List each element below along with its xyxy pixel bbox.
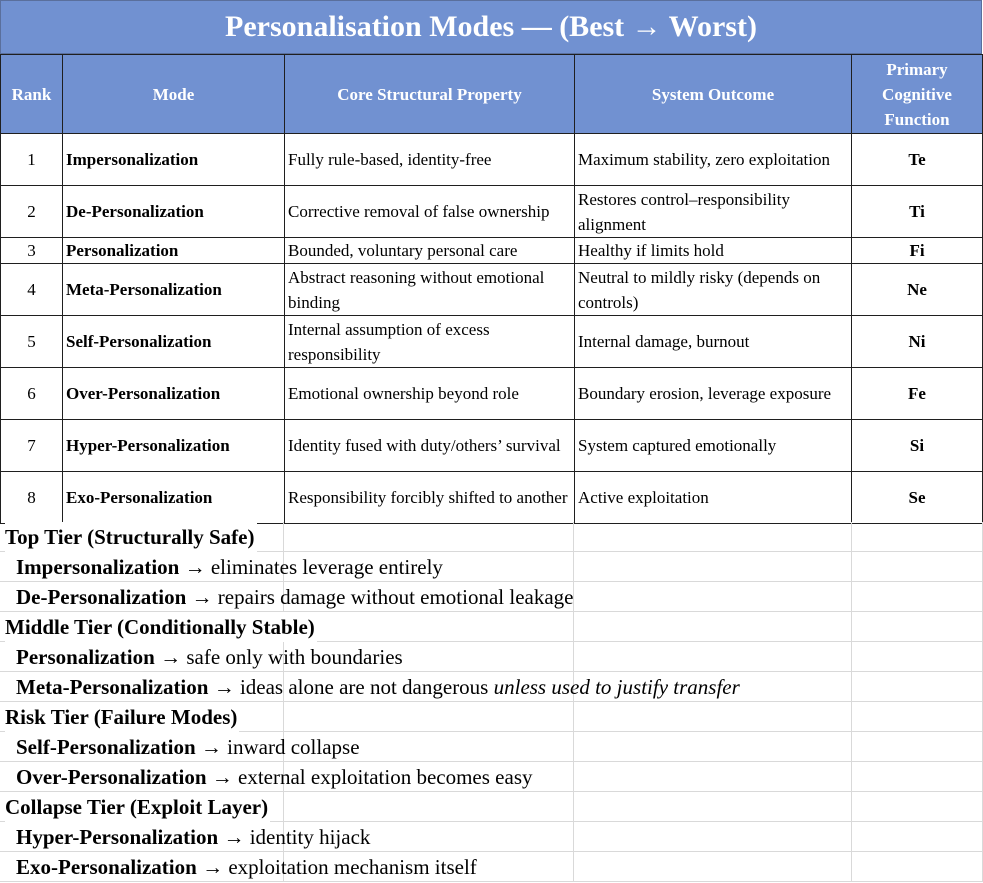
tier-item-mode: Personalization [16,645,155,669]
function-cell: Fi [852,238,983,264]
mode-cell: Self-Personalization [63,316,285,368]
tier-item-row [0,852,983,882]
property-cell: Fully rule-based, identity-free [285,134,575,186]
tier-item-mode: Meta-Personalization [16,675,209,699]
table-row [1,134,983,186]
tier-item-text: → external exploitation becomes easy [206,765,533,789]
function-cell: Se [852,472,983,524]
column-header-rank: Rank [1,55,63,134]
tier-item-row [0,672,983,702]
property-cell: Emotional ownership beyond role [285,368,575,420]
tier-heading: Top Tier (Structurally Safe) [5,522,257,552]
outcome-cell: Active exploitation [575,472,852,524]
tier-heading-row [0,702,983,732]
tier-item-text: → identity hijack [218,825,371,849]
property-cell: Internal assumption of excess responsibility [285,316,575,368]
mode-cell: Hyper-Personalization [63,420,285,472]
column-header-outcome: System Outcome [575,55,852,134]
tier-heading-row [0,612,983,642]
tier-item-text: → ideas alone are not dangerous [208,675,494,699]
mode-cell: Personalization [63,238,285,264]
table-row [1,238,983,264]
function-cell: Ti [852,186,983,238]
tier-heading: Risk Tier (Failure Modes) [5,702,239,732]
tier-item-mode: De-Personalization [16,585,187,609]
tier-item-row [0,732,983,762]
function-cell: Ni [852,316,983,368]
tier-heading: Collapse Tier (Exploit Layer) [5,792,270,822]
tier-item [16,582,574,612]
table-row [1,264,983,316]
tier-item [16,642,403,672]
mode-cell: De-Personalization [63,186,285,238]
tier-item-text: → repairs damage without emotional leakage [186,585,574,609]
outcome-cell: Boundary erosion, leverage exposure [575,368,852,420]
tier-item-mode: Exo-Personalization [16,855,197,879]
outcome-cell: Healthy if limits hold [575,238,852,264]
rank-cell: 2 [1,186,63,238]
rank-cell: 7 [1,420,63,472]
tier-item [16,672,740,702]
rank-cell: 4 [1,264,63,316]
tier-heading: Middle Tier (Conditionally Stable) [5,612,317,642]
modes-table [0,54,983,524]
mode-cell: Meta-Personalization [63,264,285,316]
outcome-cell: Restores control–responsibility alignment [575,186,852,238]
tier-item-text: → safe only with boundaries [154,645,403,669]
tier-item [16,732,360,762]
column-header-property: Core Structural Property [285,55,575,134]
outcome-cell: Internal damage, burnout [575,316,852,368]
tier-item-row [0,642,983,672]
table-row [1,316,983,368]
outcome-cell: System captured emotionally [575,420,852,472]
mode-cell: Impersonalization [63,134,285,186]
property-cell: Corrective removal of false ownership [285,186,575,238]
tier-item-mode: Hyper-Personalization [16,825,219,849]
property-cell: Identity fused with duty/others’ survival [285,420,575,472]
tier-item [16,822,370,852]
tier-item-row [0,582,983,612]
column-header-function: Primary Cognitive Function [852,55,983,134]
outcome-cell: Maximum stability, zero exploitation [575,134,852,186]
rank-cell: 6 [1,368,63,420]
tier-item-mode: Self-Personalization [16,735,196,759]
tier-item-row [0,822,983,852]
function-cell: Te [852,134,983,186]
tier-item-mode: Impersonalization [16,555,180,579]
tier-heading-row [0,522,983,552]
rank-cell: 3 [1,238,63,264]
table-row [1,472,983,524]
function-cell: Ne [852,264,983,316]
tier-heading-row [0,792,983,822]
table-row [1,368,983,420]
property-cell: Abstract reasoning without emotional binding [285,264,575,316]
function-cell: Si [852,420,983,472]
rank-cell: 8 [1,472,63,524]
tier-item-mode: Over-Personalization [16,765,207,789]
tier-item [16,852,477,882]
header-row [1,55,983,134]
tier-item-row [0,762,983,792]
tier-item-row [0,552,983,582]
tier-item-text: → inward collapse [195,735,360,759]
table-row [1,420,983,472]
rank-cell: 1 [1,134,63,186]
tier-item [16,552,443,582]
column-header-mode: Mode [63,55,285,134]
tier-item-emphasis: unless used to justify transfer [493,675,740,699]
property-cell: Responsibility forcibly shifted to another [285,472,575,524]
table-row [1,186,983,238]
tier-item-text: → exploitation mechanism itself [196,855,477,879]
outcome-cell: Neutral to mildly risky (depends on controls) [575,264,852,316]
rank-cell: 5 [1,316,63,368]
mode-cell: Over-Personalization [63,368,285,420]
tier-summary [0,522,983,882]
function-cell: Fe [852,368,983,420]
mode-cell: Exo-Personalization [63,472,285,524]
tier-item [16,762,533,792]
property-cell: Bounded, voluntary personal care [285,238,575,264]
tier-item-text: → eliminates leverage entirely [179,555,443,579]
table-title: Personalisation Modes — (Best → Worst) [0,0,982,54]
